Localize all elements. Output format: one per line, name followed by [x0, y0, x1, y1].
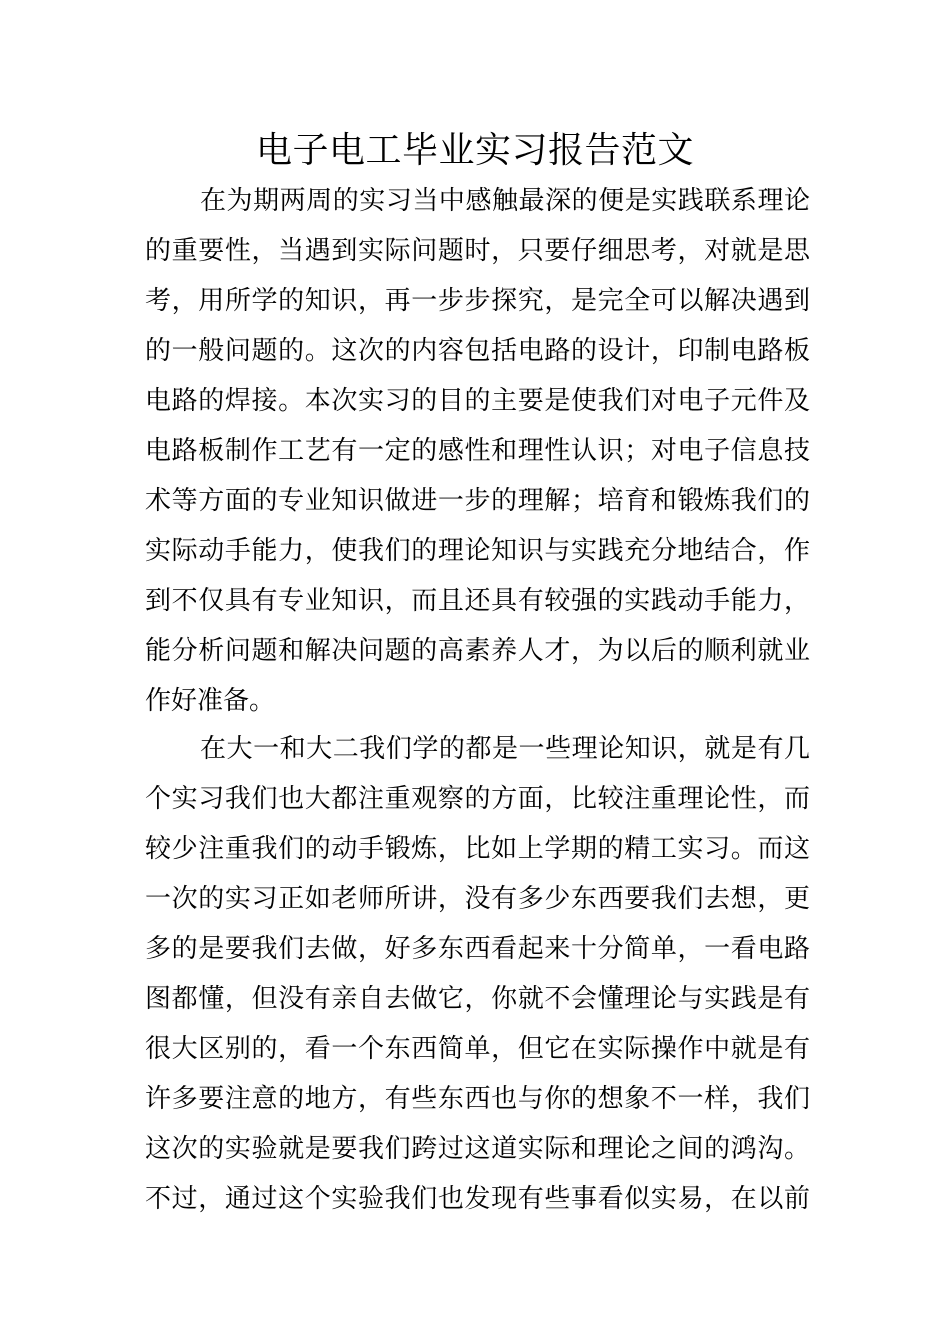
paragraph-line: 多的是要我们去做，好多东西看起来十分简单，一看电路: [145, 934, 810, 964]
paragraph-line: 图都懂，但没有亲自去做它，你就不会懂理论与实践是有: [145, 984, 810, 1014]
paragraph-line: 很大区别的，看一个东西简单，但它在实际操作中就是有: [145, 1034, 810, 1064]
paragraph-line: 考，用所学的知识，再一步步探究，是完全可以解决遇到: [145, 286, 810, 316]
paragraph-line: 的一般问题的。这次的内容包括电路的设计，印制电路板: [145, 336, 810, 366]
paragraph-1: [145, 176, 810, 726]
paragraph-line: 个实习我们也大都注重观察的方面，比较注重理论性，而: [145, 784, 810, 814]
paragraph-line: 的重要性，当遇到实际问题时，只要仔细思考，对就是思: [145, 236, 810, 266]
paragraph-line: 不过，通过这个实验我们也发现有些事看似实易，在以前: [145, 1184, 810, 1214]
paragraph-line: 能分析问题和解决问题的高素养人才，为以后的顺利就业: [145, 636, 810, 666]
paragraph-line: 电路板制作工艺有一定的感性和理性认识；对电子信息技: [145, 436, 810, 466]
document-title: 电子电工毕业实习报告范文: [255, 130, 694, 171]
paragraph-line: 实际动手能力，使我们的理论知识与实践充分地结合，作: [145, 536, 810, 566]
paragraph-line: 较少注重我们的动手锻炼，比如上学期的精工实习。而这: [145, 834, 810, 864]
paragraph-line: 一次的实习正如老师所讲，没有多少东西要我们去想，更: [145, 884, 810, 914]
paragraph-line: 到不仅具有专业知识，而且还具有较强的实践动手能力，: [145, 586, 810, 616]
paragraph-line: 电路的焊接。本次实习的目的主要是使我们对电子元件及: [145, 386, 810, 416]
paragraph-line: 作好准备。: [145, 686, 276, 716]
paragraph-line: 术等方面的专业知识做进一步的理解；培育和锻炼我们的: [145, 486, 810, 516]
paragraph-line: 在大一和大二我们学的都是一些理论知识，就是有几: [200, 734, 810, 764]
paragraph-line: 许多要注意的地方，有些东西也与你的想象不一样，我们: [145, 1084, 810, 1114]
paragraph-line: 这次的实验就是要我们跨过这道实际和理论之间的鸿沟。: [145, 1134, 810, 1164]
paragraph-2: [145, 724, 810, 1224]
paragraph-line: 在为期两周的实习当中感触最深的便是实践联系理论: [200, 186, 810, 216]
